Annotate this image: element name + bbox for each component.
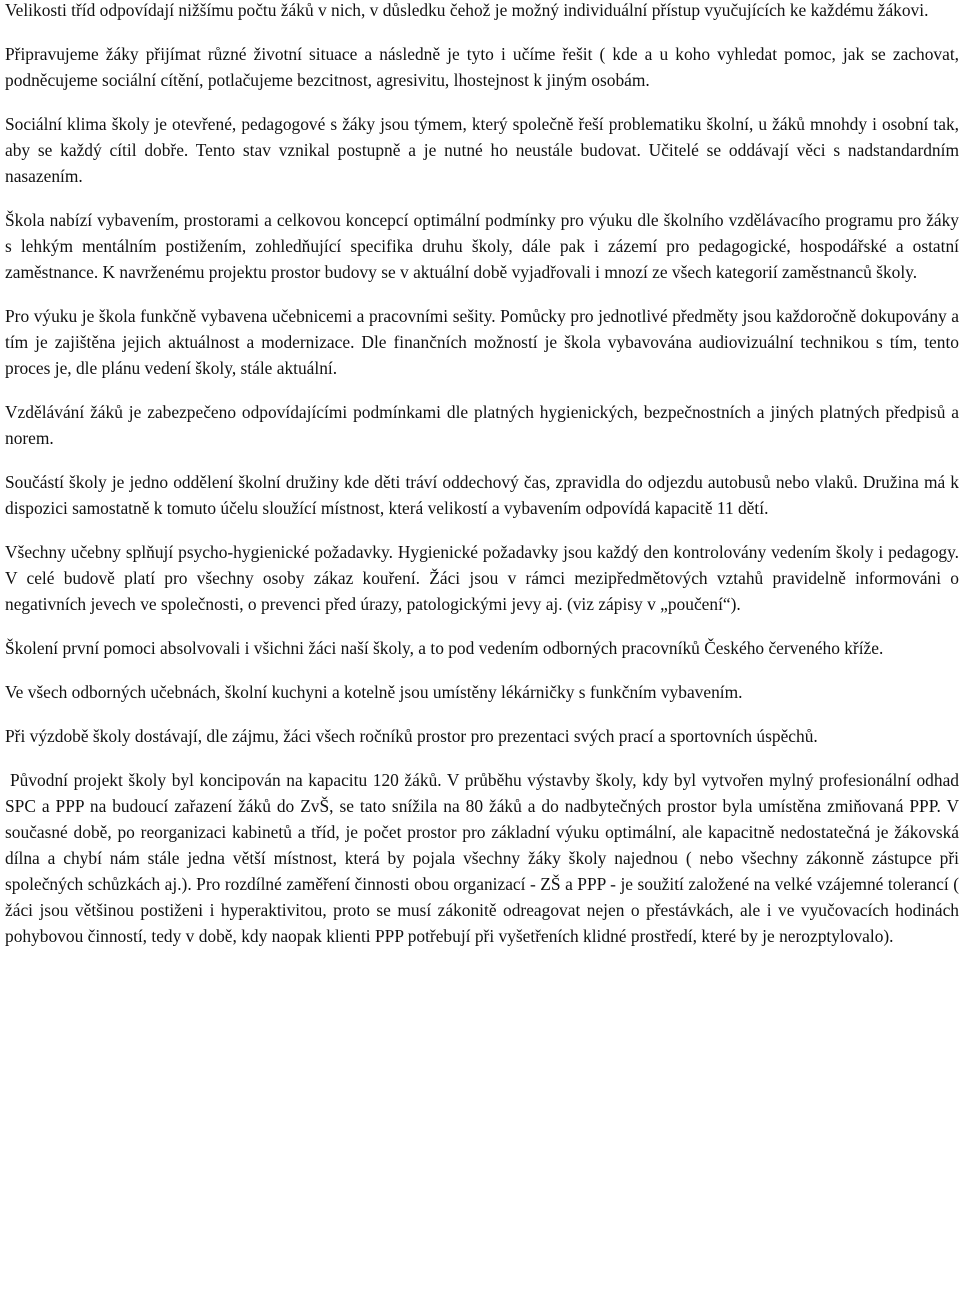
paragraph-social-climate: Sociální klima školy je otevřené, pedagogové s žáky jsou týmem, který společně řeší problematiku školní, u žáků mnohdy i osobní tak, aby se každý cítil dobře. Tento stav vznikal postupně a je nutné ho neustále budovat. Učitelé se oddávají věci s nadstandardním nasazením. <box>5 114 959 186</box>
paragraph-first-aid-kits: Ve všech odborných učebnách, školní kuchyni a kotelně jsou umístěny lékárničky s funkčním vybavením. <box>5 682 743 702</box>
paragraph-first-aid-training: Školení první pomoci absolvovali i všichni žáci naší školy, a to pod vedením odborných pracovníků Českého červeného kříže. <box>5 638 884 658</box>
paragraph-school-equipment: Škola nabízí vybavením, prostorami a celkovou koncepcí optimální podmínky pro výuku dle školního vzdělávacího programu pro žáky s lehkým mentálním postižením, zohledňující specifika druhu školy, dále pak i zázemí pro pedagogické, hospodářské a ostatní zaměstnance. K navrženému projektu prostor budovy se v aktuální době vyjadřovali i mnozí ze všech kategorií zaměstnanců školy. <box>5 210 959 282</box>
paragraph-teaching-materials: Pro výuku je škola funkčně vybavena učebnicemi a pracovními sešity. Pomůcky pro jednotlivé předměty jsou každoročně dokupovány a tím je zajištěna jejich aktuálnost a modernizace. Dle finančních možností je škola vybavována audiovizuální technikou s tím, tento proces je, dle plánu vedení školy, stále aktuální. <box>5 306 959 378</box>
paragraph-education-conditions: Vzdělávání žáků je zabezpečeno odpovídajícími podmínkami dle platných hygienických, bezpečnostních a jiných platných předpisů a norem. <box>5 402 959 448</box>
paragraph-class-size: Velikosti tříd odpovídají nižšímu počtu žáků v nich, v důsledku čehož je možný individuální přístup vyučujících ke každému žákovi. <box>5 0 929 20</box>
paragraph-hygiene-requirements: Všechny učebny splňují psycho-hygienické požadavky. Hygienické požadavky jsou každý den kontrolovány vedením školy i pedagogy. V celé budově platí pro všechny osoby zákaz kouření. Žáci jsou v rámci mezipředmětových vztahů pravidelně informováni o negativních jevech ve společnosti, o prevenci před úrazy, patologickými jevy aj. (viz zápisy v „poučení“). <box>5 542 959 614</box>
paragraph-after-school-club: Součástí školy je jedno oddělení školní družiny kde děti tráví oddechový čas, zpravidla do odjezdu autobusů nebo vlaků. Družina má k dispozici samostatně k tomuto účelu sloužící místnost, která velikostí a vybavením odpovídá kapacitě 11 dětí. <box>5 472 959 518</box>
document-page <box>5 0 959 967</box>
paragraph-life-situations: Připravujeme žáky přijímat různé životní situace a následně je tyto i učíme řešit ( kde a u koho vyhledat pomoc, jak se zachovat, podněcujeme sociální cítění, potlačujeme bezcitnost, agresivitu, lhostejnost k jiným osobám. <box>5 44 959 90</box>
paragraph-original-project: Původní projekt školy byl koncipován na kapacitu 120 žáků. V průběhu výstavby školy, kdy byl vytvořen mylný profesionální odhad SPC a PPP na budoucí zařazení žáků do ZvŠ, se tato snížila na 80 žáků a do nadbytečných prostor byla umístěna zmiňovaná PPP. V současné době, po reorganizaci kabinetů a tříd, je počet prostor pro základní výuku optimální, ale kapacitně nedostatečná je žákovská dílna a chybí nám stále jedna větší místnost, která by pojala všechny žáky školy najednou ( nebo všechny zákonně zástupce při společných schůzkách aj.). Pro rozdílné zaměření činnosti obou organizací - ZŠ a PPP - je soužití založené na velké vzájemné tolerancí ( žáci jsou většinou postiženi i hyperaktivitou, proto se musí zákonitě odreagovat nejen o přestávkách, ale i ve vyučovacích hodinách pohybovou činností, tedy v době, kdy naopak klienti PPP potřebují při vyšetřeních klidné prostředí, které by je nerozptylovalo). <box>5 770 959 946</box>
paragraph-school-decoration: Při výzdobě školy dostávají, dle zájmu, žáci všech ročníků prostor pro prezentaci svých prací a sportovních úspěchů. <box>5 726 818 746</box>
